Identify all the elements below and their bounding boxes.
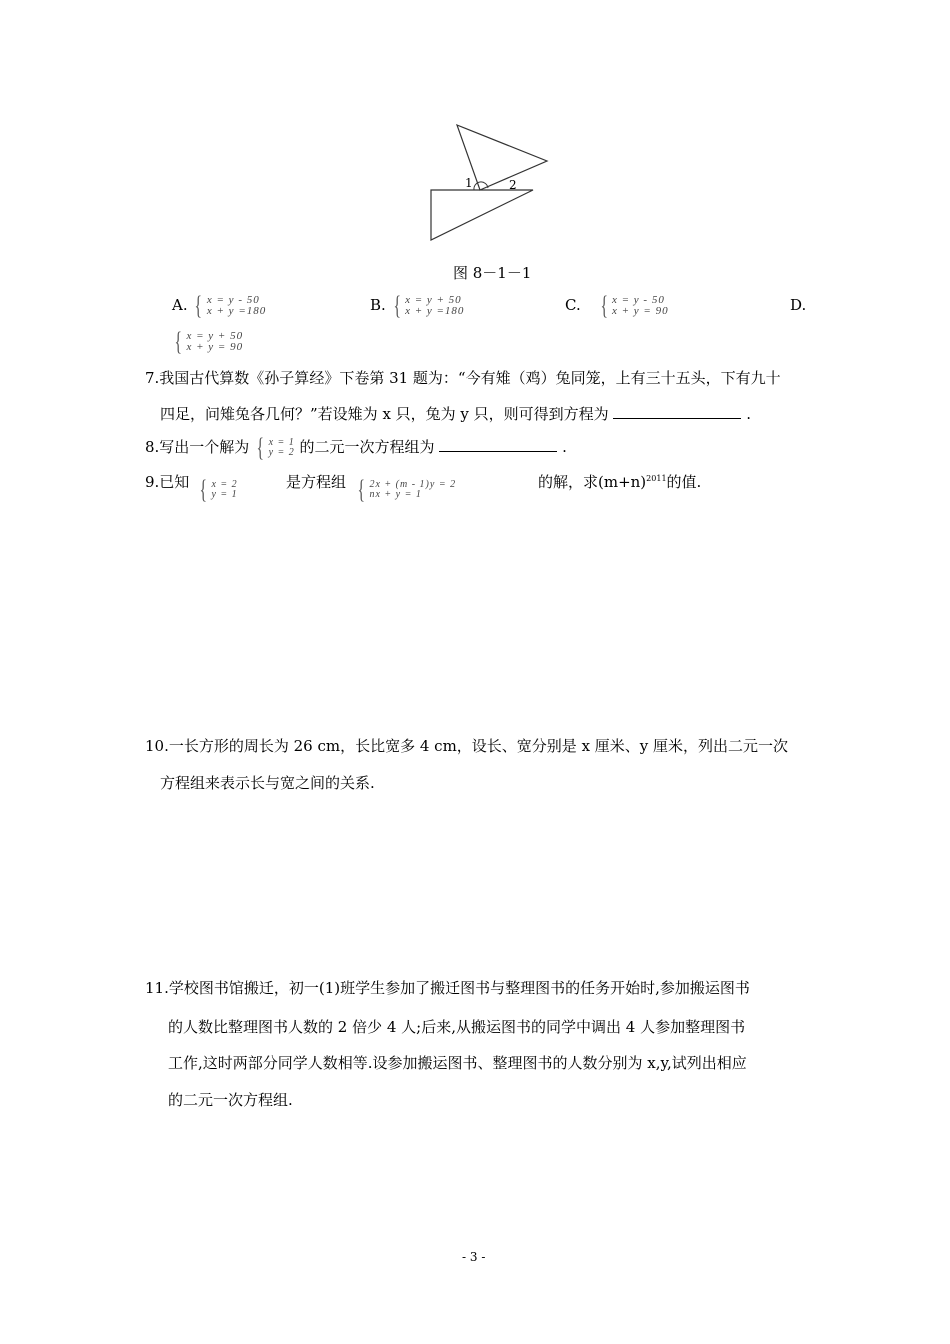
angle-1-label: 1 <box>465 176 473 190</box>
option-b-label: B. <box>370 296 386 314</box>
q10-line1: 10.一长方形的周长为 26 cm，长比宽多 4 cm，设长、宽分别是 x 厘米、y 厘米，列出二元一次 <box>145 737 789 755</box>
q8-sol-eq2: y = 2 <box>268 447 295 458</box>
option-b-eq1: x = y + 50 <box>405 294 462 306</box>
q8-sol-eq1: x = 1 <box>268 437 295 448</box>
q7-line2 <box>160 403 751 424</box>
q9-solution: { x = 2 y = 1 <box>199 475 238 504</box>
angle-2-label: 2 <box>509 178 517 192</box>
q9-sol-eq2: y = 1 <box>211 489 238 500</box>
q11-line1: 11.学校图书馆搬迁，初一(1)班学生参加了搬迁图书与整理图书的任务开始时,参加搬运图书 <box>145 979 750 997</box>
option-a-eq2: x + y =180 <box>206 305 267 317</box>
option-c[interactable]: C. { x = y - 50 x + y = 90 <box>565 291 669 320</box>
q10-line2: 方程组来表示长与宽之间的关系. <box>160 774 375 792</box>
q9-exponent: 2011 <box>646 474 667 483</box>
option-d[interactable]: { x = y + 50 x + y = 90 <box>174 327 244 356</box>
q9-sys-eq1: 2x + (m - 1)y = 2 <box>369 479 457 490</box>
q8-suffix: 的二元一次方程组为 <box>299 438 435 456</box>
q8-end: . <box>562 438 567 456</box>
q9-mid: 是方程组 <box>286 473 347 491</box>
page-number: - 3 - <box>462 1250 486 1264</box>
option-a-eq1: x = y - 50 <box>206 294 260 306</box>
option-c-eq1: x = y - 50 <box>611 294 665 306</box>
q7-line1: 7.我国古代算数《孙子算经》下卷第 31 题为：“今有雉（鸡）兔同笼，上有三十五头，下有九十 <box>145 369 781 387</box>
q9-suffix <box>538 471 701 492</box>
q9-suffix-text: 的解，求(m+n) <box>538 473 647 491</box>
option-a-label: A. <box>172 296 188 314</box>
q7-text: 四足，问雉兔各几何？”若设雉为 x 只，兔为 y 只，则可得到方程为 <box>160 405 609 423</box>
option-d-label[interactable]: D. <box>790 296 807 314</box>
q8-answer-blank[interactable] <box>439 437 557 452</box>
q11-line3: 工作,这时两部分同学人数相等.设参加搬运图书、整理图书的人数分别为 x,y,试列出相应 <box>168 1054 747 1072</box>
q7-answer-blank[interactable] <box>613 404 741 419</box>
lower-triangle <box>431 190 533 240</box>
q8: 8.写出一个解为 { x = 1 y = 2 的二元一次方程组为 . <box>145 433 567 462</box>
angle-arc <box>474 182 488 190</box>
option-b-eq2: x + y =180 <box>405 305 465 317</box>
q11-line4: 的二元一次方程组. <box>168 1091 293 1109</box>
q9-system: { 2x + (m - 1)y = 2 nx + y = 1 <box>357 475 457 504</box>
option-b[interactable]: B. { x = y + 50 x + y =180 <box>370 291 465 320</box>
q9-end: 的值. <box>666 473 702 491</box>
q9-sol-eq1: x = 2 <box>211 479 238 490</box>
option-a[interactable]: A. { x = y - 50 x + y =180 <box>172 291 267 320</box>
q9-prefix: 9.已知 <box>145 473 190 491</box>
option-d-eq2: x + y = 90 <box>186 341 244 353</box>
triangle-figure <box>425 118 555 248</box>
q9-sys-eq2: nx + y = 1 <box>369 489 422 500</box>
q11-line2: 的人数比整理图书人数的 2 倍少 4 人;后来,从搬运图书的同学中调出 4 人参加整理图书 <box>168 1018 746 1036</box>
option-d-eq1: x = y + 50 <box>186 330 244 342</box>
figure-caption: 图 8－1－1 <box>453 264 532 282</box>
option-c-eq2: x + y = 90 <box>611 305 669 317</box>
q7-end: . <box>746 405 752 423</box>
option-c-label: C. <box>565 296 581 314</box>
q8-prefix: 8.写出一个解为 <box>145 438 250 456</box>
